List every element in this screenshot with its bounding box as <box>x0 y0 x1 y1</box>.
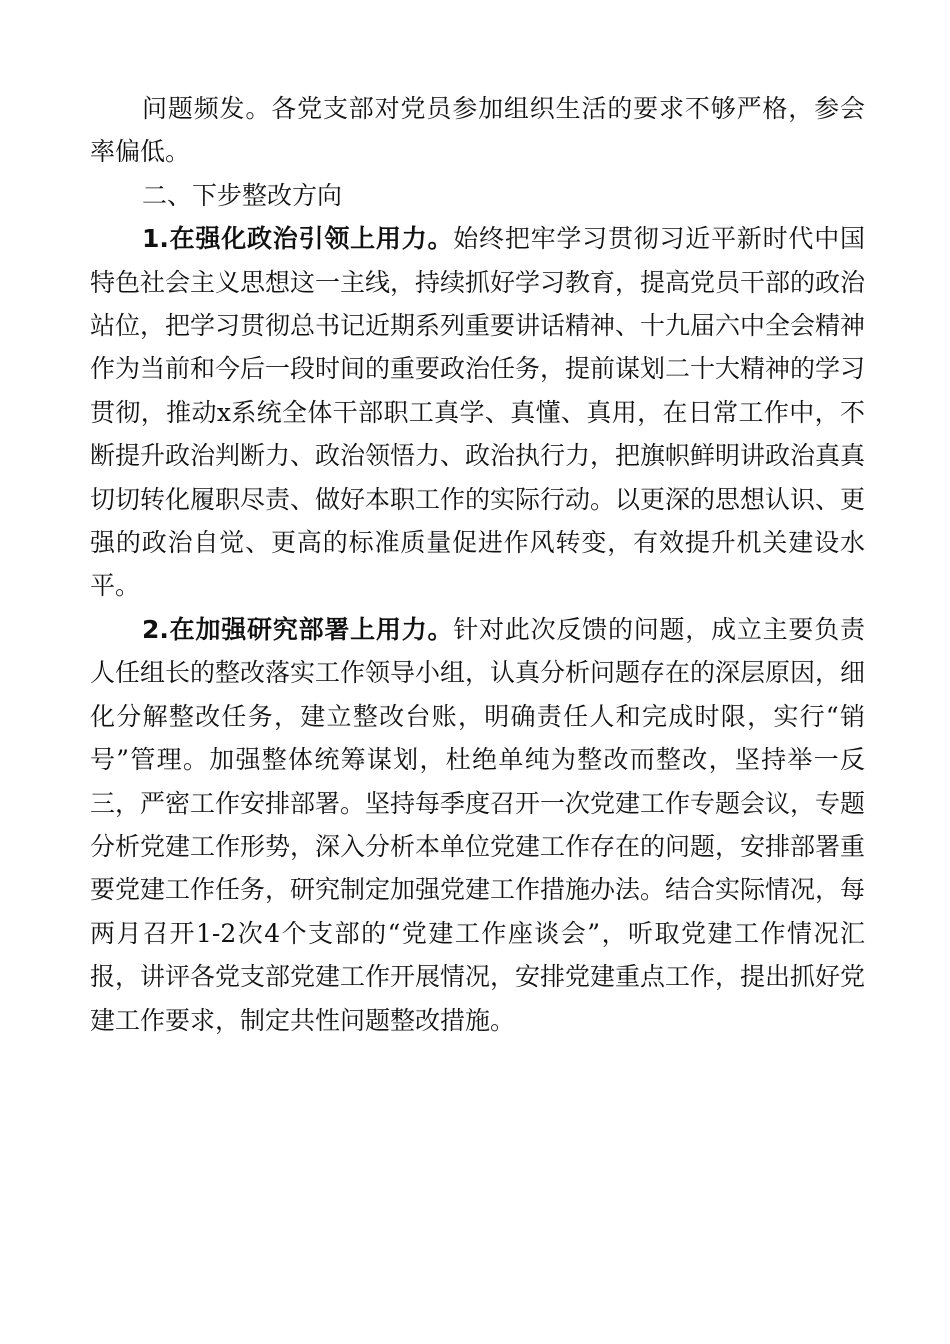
item-body-2: 针对此次反馈的问题，成立主要负责人任组长的整改落实工作领导小组，认真分析问题存在的深层原因，细化分解整改任务，建立整改台账，明确责任人和完成时限，实行“销号”管理。加强整体统筹谋划，杜绝单纯为整改而整改，坚持举一反三，严密工作安排部署。坚持每季度召开一次党建工作专题会议，专题分析党建工作形势，深入分析本单位党建工作存在的问题，安排部署重要党建工作任务，研究制定加强党建工作措施办法。结合实际情况，每两月召开1-2次4个支部的“党建工作座谈会”，听取党建工作情况汇报，讲评各党支部党建工作开展情况，安排党建重点工作，提出抓好党建工作要求，制定共性问题整改措施。 <box>90 614 866 1035</box>
item-paragraph-1 <box>90 217 865 608</box>
document-page <box>90 87 865 1042</box>
section-heading: 二、下步整改方向 <box>142 180 343 210</box>
item-body-1: 始终把牢学习贯彻习近平新时代中国特色社会主义思想这一主线，持续抓好学习教育，提高党员干部的政治站位，把学习贯彻总书记近期系列重要讲话精神、十九届六中全会精神作为当前和今后一段时间的重要政治任务，提前谋划二十大精神的学习贯彻，推动x系统全体干部职工真学、真懂、真用，在日常工作中，不断提升政治判断力、政治领悟力、政治执行力，把旗帜鲜明讲政治真真切切转化履职尽责、做好本职工作的实际行动。以更深的思想认识、更强的政治自觉、更高的标准质量促进作风转变，有效提升机关建设水平。 <box>90 224 866 601</box>
continuation-paragraph: 问题频发。各党支部对党员参加组织生活的要求不够严格，参会率偏低。 <box>90 94 865 167</box>
item-title-2: 2.在加强研究部署上用力。 <box>142 614 454 644</box>
item-title-1: 1.在强化政治引领上用力。 <box>142 224 454 254</box>
item-paragraph-2 <box>90 608 865 1042</box>
